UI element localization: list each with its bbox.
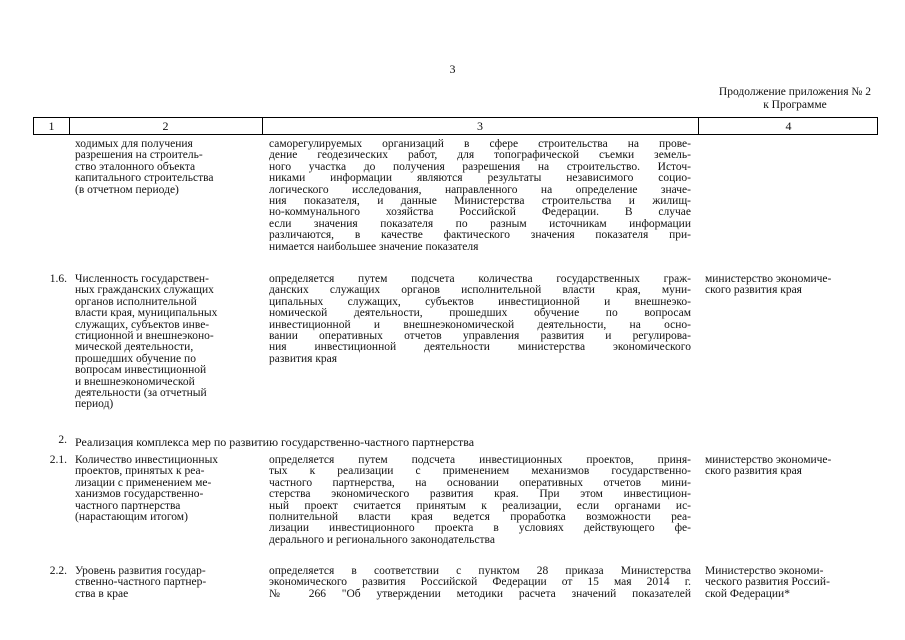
row-1-source bbox=[705, 274, 877, 297]
row-1-number: 1.6. bbox=[49, 273, 67, 285]
text-line: Министерство экономи- bbox=[705, 565, 824, 577]
text-line: дение геодезических работ, для топографической съемки земель- bbox=[269, 149, 691, 162]
text-line: ния инвестиционной деятельности министерства экономического bbox=[269, 341, 691, 354]
row-0-indicator bbox=[75, 139, 261, 196]
section-2-number: 2. bbox=[58, 434, 67, 446]
text-line: ных гражданских служащих bbox=[75, 284, 214, 297]
header-cell-4: 4 bbox=[785, 119, 792, 133]
text-line: ства в крае bbox=[75, 587, 129, 600]
text-line: полнительной власти края ведется проработка возможности реа- bbox=[269, 511, 691, 524]
text-line: ственно-частного партнер- bbox=[75, 576, 207, 589]
text-line: определяется путем подсчета количества государственных граж- bbox=[269, 273, 691, 285]
text-line: различаются, в качестве фактического значения показателя при- bbox=[269, 229, 691, 242]
header-cell-3: 3 bbox=[477, 119, 483, 133]
text-line: период) bbox=[75, 398, 114, 411]
text-line: власти края, муниципальных bbox=[75, 307, 218, 320]
row-3-source bbox=[705, 455, 877, 478]
text-line: но-коммунального хозяйства Российской Федерации. В случае bbox=[269, 206, 691, 219]
text-line: если значения показателя по разным источникам информации bbox=[269, 217, 691, 230]
text-line: Количество инвестиционных bbox=[75, 454, 219, 466]
row-4-indicator bbox=[75, 566, 261, 600]
text-line: ципальных служащих, субъектов инвестиционной и внешнеэко- bbox=[269, 295, 691, 308]
row-3-method bbox=[269, 455, 691, 546]
text-line: номической деятельности, прошедших обучение по вопросам bbox=[269, 307, 691, 320]
text-line: капитального строительства bbox=[75, 172, 214, 185]
row-4-method bbox=[269, 566, 691, 600]
text-line: дерального и регионального законодательства bbox=[269, 533, 495, 546]
text-line: служащих, субъектов инве- bbox=[75, 318, 210, 331]
text-line: ный проект считается принятым к реализации, если органами ис- bbox=[269, 499, 691, 512]
text-line: данских служащих органов исполнительной власти края, муни- bbox=[269, 284, 691, 297]
text-line: стерства экономического развития края. При этом инвестицион- bbox=[269, 488, 691, 501]
text-line: ния показателя, и данные Министерства строительства и жилищ- bbox=[269, 195, 691, 208]
text-line: Численность государствен- bbox=[75, 273, 209, 285]
continuation-note bbox=[719, 86, 871, 112]
header-cell-2: 2 bbox=[162, 119, 169, 133]
text-line: нимается наибольшее значение показателя bbox=[269, 240, 479, 253]
row-4-source bbox=[705, 566, 877, 600]
text-line: тых к реализации с применением механизмов государственно- bbox=[269, 465, 691, 478]
text-line: министерство экономиче- bbox=[705, 273, 832, 285]
text-line: (нарастающим итогом) bbox=[75, 511, 188, 524]
table-header-row bbox=[33, 117, 878, 135]
text-line: ходимых для получения bbox=[75, 138, 193, 150]
row-1-indicator bbox=[75, 274, 261, 411]
text-line: частного партнерства, на основании оперативных отчетов мини- bbox=[269, 476, 691, 489]
row-0-method bbox=[269, 139, 691, 253]
text-line: № 266 "Об утверждении методики расчета значений показателей bbox=[269, 587, 691, 600]
page-number: 3 bbox=[449, 62, 456, 76]
text-line: прошедших обучение по bbox=[75, 352, 196, 365]
row-1-method bbox=[269, 274, 691, 365]
text-line: логического исследования, направленного на определение значе- bbox=[269, 183, 691, 196]
text-line: вании оперативных отчетов управления развития и регулирова- bbox=[269, 330, 691, 343]
text-line: (в отчетном периоде) bbox=[75, 183, 179, 196]
text-line: саморегулируемых организаций в сфере строительства на прове- bbox=[269, 138, 691, 150]
text-line: министерство экономиче- bbox=[705, 454, 832, 466]
text-line: разрешения на строитель- bbox=[75, 149, 203, 162]
text-line: никами информации являются результаты независимого социо- bbox=[269, 172, 691, 185]
section-2-title: Реализация комплекса мер по развитию государственно-частного партнерства bbox=[75, 435, 475, 449]
text-line: определяется путем подсчета инвестиционных проектов, приня- bbox=[269, 454, 691, 466]
text-line: деятельности (за отчетный bbox=[75, 387, 207, 400]
text-line: ского развития края bbox=[705, 284, 802, 297]
text-line: ческого развития Россий- bbox=[705, 576, 830, 589]
text-line: ство эталонного объекта bbox=[75, 160, 196, 173]
header-cell-1: 1 bbox=[48, 119, 55, 133]
text-line: частного партнерства bbox=[75, 499, 181, 512]
text-line: Уровень развития государ- bbox=[75, 565, 206, 577]
text-line: инвестиционной и внешнеэкономической деятельности, на осно- bbox=[269, 318, 691, 331]
text-line: экономического развития Российской Федерации от 15 мая 2014 г. bbox=[269, 576, 691, 589]
text-line: развития края bbox=[269, 352, 338, 365]
text-line: ской Федерации* bbox=[705, 587, 790, 600]
text-line: проектов, принятых к реа- bbox=[75, 465, 205, 478]
row-4-number: 2.2. bbox=[49, 565, 67, 577]
text-line: мической деятельности, bbox=[75, 341, 194, 354]
text-line: ханизмов государственно- bbox=[75, 488, 204, 501]
row-3-number: 2.1. bbox=[49, 454, 67, 466]
text-line: ного участка до получения разрешения на строительство. Источ- bbox=[269, 160, 691, 173]
text-line: лизации с применением ме- bbox=[75, 476, 212, 489]
row-3-indicator bbox=[75, 455, 261, 523]
continuation-line-2: к Программе bbox=[763, 99, 827, 111]
text-line: стиционной и внешнеэконо- bbox=[75, 330, 214, 343]
continuation-line-1: Продолжение приложения № 2 bbox=[718, 86, 871, 98]
text-line: вопросам инвестиционной bbox=[75, 364, 207, 377]
text-line: определяется в соответствии с пунктом 28 приказа Министерства bbox=[269, 565, 691, 577]
text-line: лизации инвестиционного проекта в условиях действующего фе- bbox=[269, 522, 691, 535]
text-line: органов исполнительной bbox=[75, 295, 197, 308]
text-line: ского развития края bbox=[705, 465, 802, 478]
text-line: и внешнеэкономической bbox=[75, 375, 195, 388]
